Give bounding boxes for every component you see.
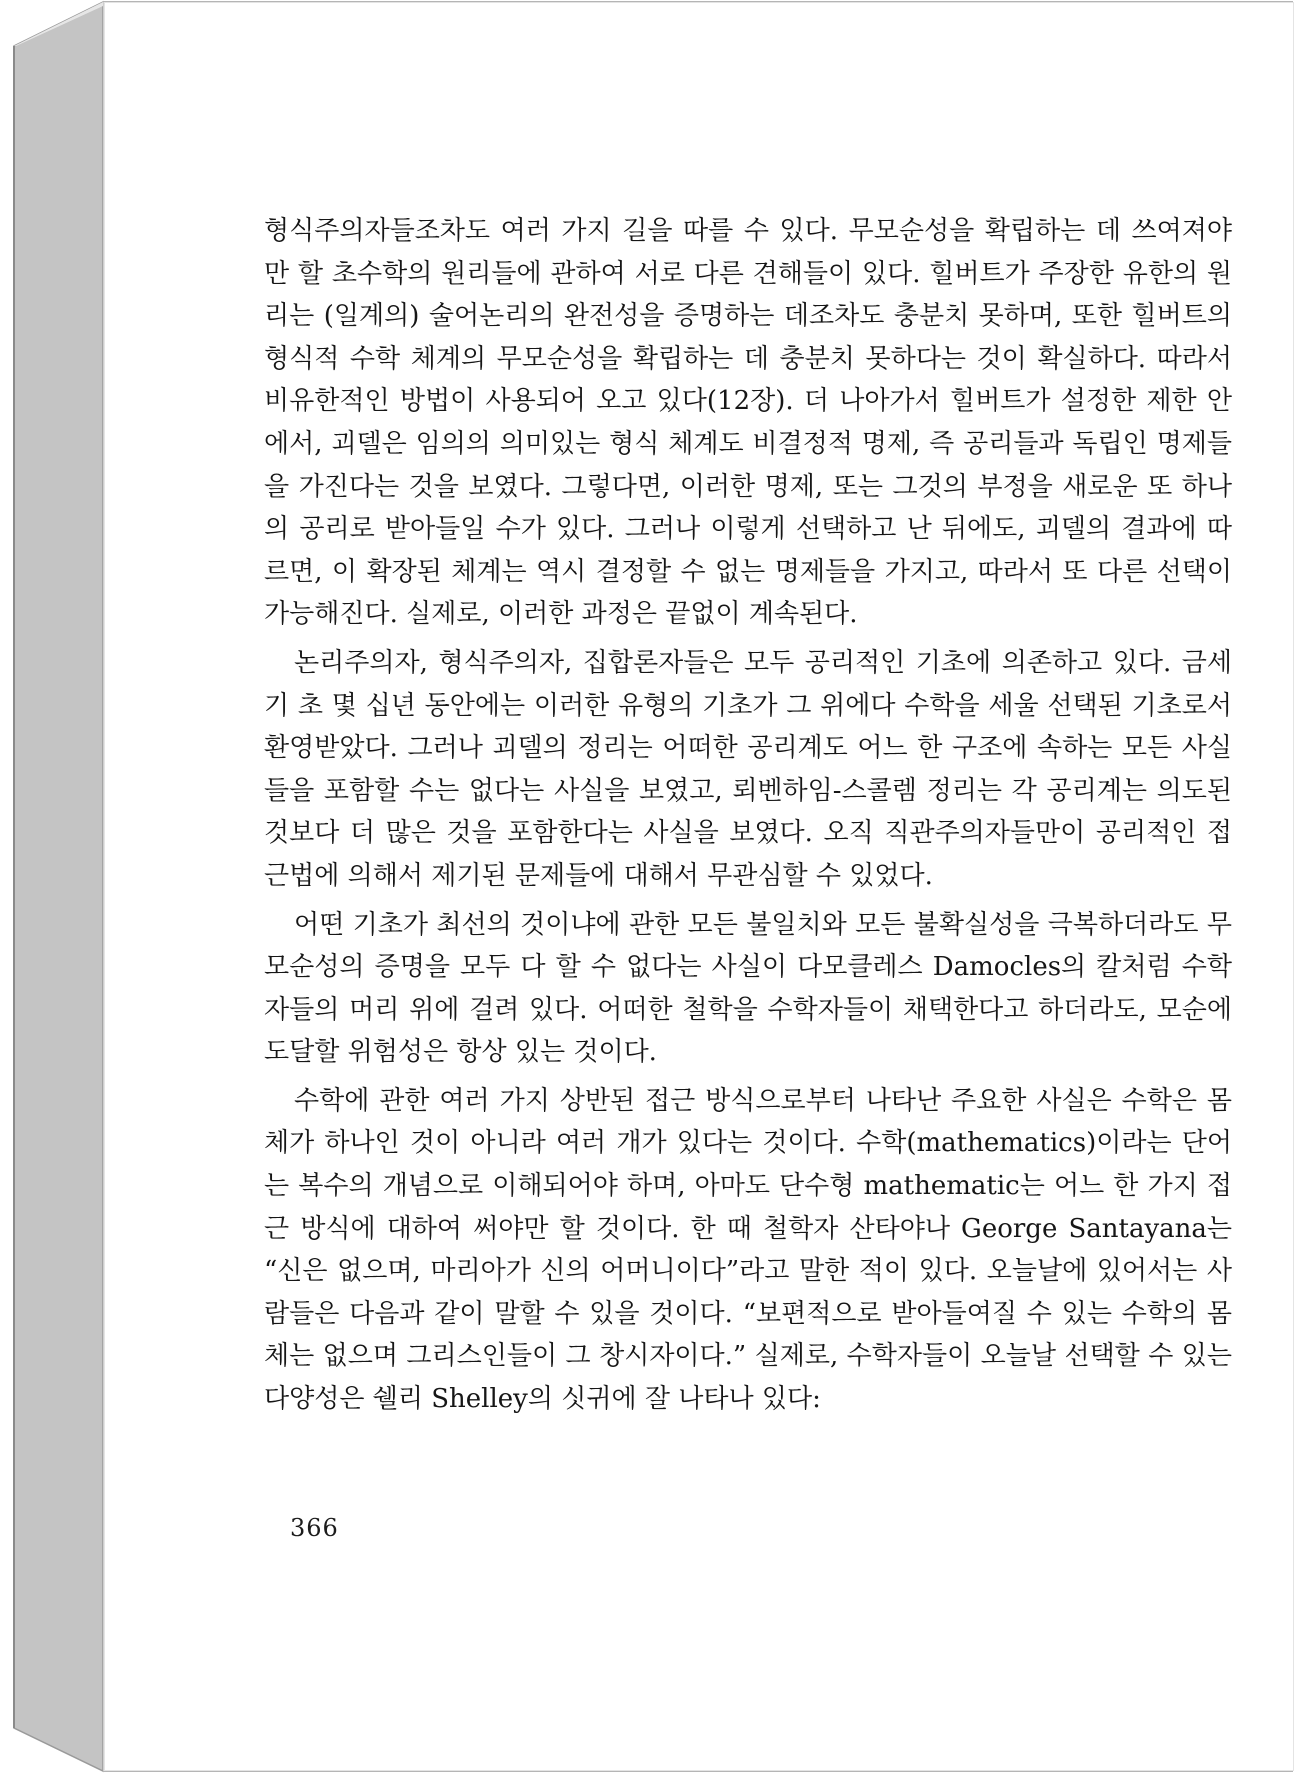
paragraph: 형식주의자들조차도 여러 가지 길을 따를 수 있다. 무모순성을 확립하는 데 쓰여져야만 할 초수학의 원리들에 관하여 서로 다른 견해들이 있다. 힐버트가 주장한 유한의 원리는 (일계의) 술어논리의 완전성을 증명하는 데조차도 충분치 못하며, 또한 힐버트의 형식적 수학 체계의 무모순성을 확립하는 데 충분치 못하다는 것이 확실하다. 따라서 비유한적인 방법이 사용되어 오고 있다(12장). 더 나아가서 힐버트가 설정한 제한 안에서, 괴델은 임의의 의미있는 형식 체계도 비결정적 명제, 즉 공리들과 독립인 명제들을 가진다는 것을 보였다. 그렇다면, 이러한 명제, 또는 그것의 부정을 새로운 또 하나의 공리로 받아들일 수가 있다. 그러나 이렇게 선택하고 난 뒤에도, 괴델의 결과에 따르면, 이 확장된 체계는 역시 결정할 수 없는 명제들을 가지고, 따라서 또 다른 선택이 가능해진다. 실제로, 이러한 과정은 끝없이 계속된다. bbox=[264, 216, 1232, 630]
body-text bbox=[264, 210, 1232, 1421]
book-page bbox=[103, 2, 1294, 1771]
paragraph: 어떤 기초가 최선의 것이냐에 관한 모든 불일치와 모든 불확실성을 극복하더라도 무모순성의 증명을 모두 다 할 수 없다는 사실이 다모클레스 Damocles의 칼처럼 수학자들의 머리 위에 걸려 있다. 어떠한 철학을 수학자들이 채택한다고 하더라도, 모순에 도달할 위험성은 항상 있는 것이다. bbox=[264, 909, 1232, 1068]
paragraph: 논리주의자, 형식주의자, 집합론자들은 모두 공리적인 기초에 의존하고 있다. 금세기 초 몇 십년 동안에는 이러한 유형의 기초가 그 위에다 수학을 세울 선택된 기초로서 환영받았다. 그러나 괴델의 정리는 어떠한 공리계도 어느 한 구조에 속하는 모든 사실들을 포함할 수는 없다는 사실을 보였고, 뢰벤하임-스콜렘 정리는 각 공리계는 의도된 것보다 더 많은 것을 포함한다는 사실을 보였다. 오직 직관주의자들만이 공리적인 접근법에 의해서 제기된 문제들에 대해서 무관심할 수 있었다. bbox=[264, 647, 1232, 891]
page-number: 366 bbox=[290, 1514, 339, 1542]
paragraph: 수학에 관한 여러 가지 상반된 접근 방식으로부터 나타난 주요한 사실은 수학은 몸체가 하나인 것이 아니라 여러 개가 있다는 것이다. 수학(mathematics)이라는 단어는 복수의 개념으로 이해되어야 하며, 아마도 단수형 mathematic는 어느 한 가지 접근 방식에 대하여 써야만 할 것이다. 한 때 철학자 산타야나 George Santayana는 “신은 없으며, 마리아가 신의 어머니이다”라고 말한 적이 있다. 오늘날에 있어서는 사람들은 다음과 같이 말할 수 있을 것이다. “보편적으로 받아들여질 수 있는 수학의 몸체는 없으며 그리스인들이 그 창시자이다.” 실제로, 수학자들이 오늘날 선택할 수 있는 다양성은 쉘리 Shelley의 싯귀에 잘 나타나 있다: bbox=[264, 1085, 1232, 1415]
